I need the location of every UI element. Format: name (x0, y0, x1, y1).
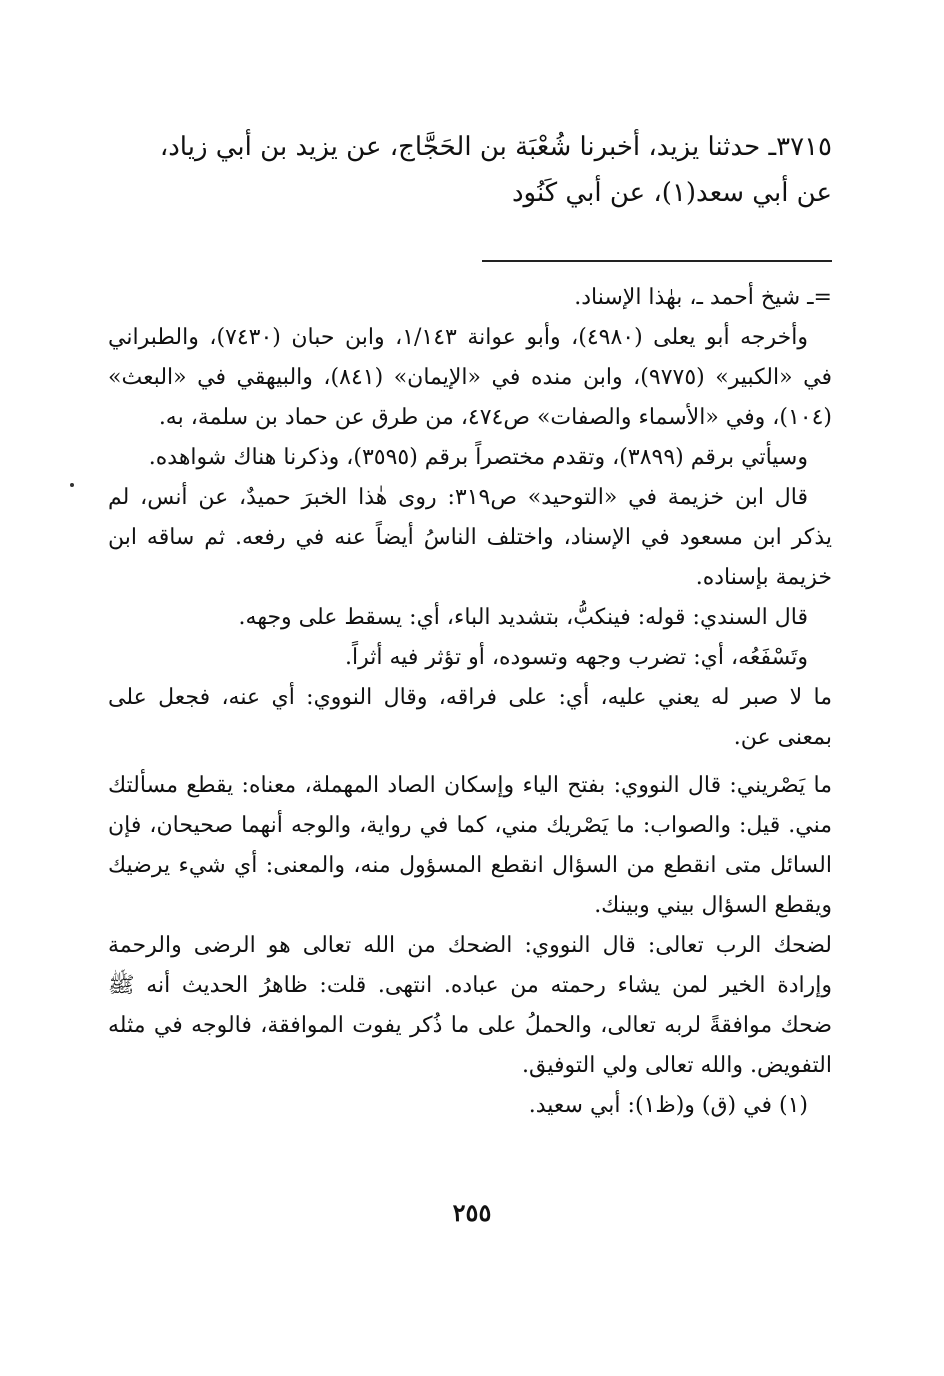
note-nawawi-1: ما يَصْريني: قال النووي: بفتح الياء وإسكان الصاد المهملة، معناه: يقطع مسألتك مني. قيل: والصواب: ما يَصْريك مني، كما في رواية، والوجه أنهما صحيحان، فإن السائل متى انقطع من السؤال انقطع المسؤول منه، والمعنى: أي شيء يرضيك ويقطع السؤال بيني وبينك. (108, 773, 832, 918)
footnotes (108, 278, 832, 1126)
note-cross-reference: وسيأتي برقم (٣٨٩٩)، وتقدم مختصراً برقم (٣٥٩٥)، وذكرنا هناك شواهده. (148, 445, 808, 470)
hadith-text (110, 124, 832, 216)
note-sindi-1: قال السندي: قوله: فينكبُّ، بتشديد الباء، أي: يسقط على وجهه. (238, 605, 808, 630)
note-sindi-2: وتَسْفَعُه، أي: تضرب وجهه وتسوده، أو تؤثر فيه أثراً. (345, 645, 808, 670)
hadith-line-2: عن أبي سعد(١)، عن أبي كَنُود (511, 178, 832, 208)
stray-mark (70, 483, 74, 487)
hadith-line-1: ٣٧١٥ـ حدثنا يزيد، أخبرنا شُعْبَة بن الحَجَّاج، عن يزيد بن أبي زياد، (159, 132, 832, 162)
note-ibn-khuzayma: قال ابن خزيمة في «التوحيد» ص٣١٩: روى هٰذا الخبرَ حميدٌ، عن أنس، لم يذكر ابن مسعود في الإسناد، واختلف الناسُ أيضاً عنه في رفعه. ثم ساقه ابن خزيمة بإسناده. (108, 485, 832, 590)
footnote-1: (١) في (ق) و(ظ١): أبي سعيد. (528, 1093, 808, 1118)
note-takhrij: وأخرجه أبو يعلى (٤٩٨٠)، وأبو عوانة ١/١٤٣، وابن حبان (٧٤٣٠)، والطبراني في «الكبير» (٩٧٧٥)، وابن منده في «الإيمان» (٨٤١)، والبيهقي في «البعث» (١٠٤)، وفي «الأسماء والصفات» ص٤٧٤، من طرق عن حماد بن سلمة، به. (108, 325, 832, 430)
page-number: ٢٥٥ (452, 1198, 492, 1227)
note-nawawi-2: لضحك الرب تعالى: قال النووي: الضحك من الله تعالى هو الرضى والرحمة وإرادة الخير لمن يشاء رحمته من عباده. انتهى. قلت: ظاهرُ الحديث أنه ﷺ ضحك موافقةً لربه تعالى، والحملُ على ما ذُكر يفوت الموافقة، فالوجه في مثله التفويض. والله تعالى ولي التوفيق. (108, 933, 832, 1078)
note-continuation: =ـ شيخ أحمد ـ، بهٰذا الإسناد. (574, 285, 832, 310)
note-sindi-3: ما لا صبر له يعني عليه، أي: على فراقه، وقال النووي: أي عنه، فجعل على بمعنى عن. (108, 685, 832, 750)
footnote-divider (482, 260, 832, 262)
